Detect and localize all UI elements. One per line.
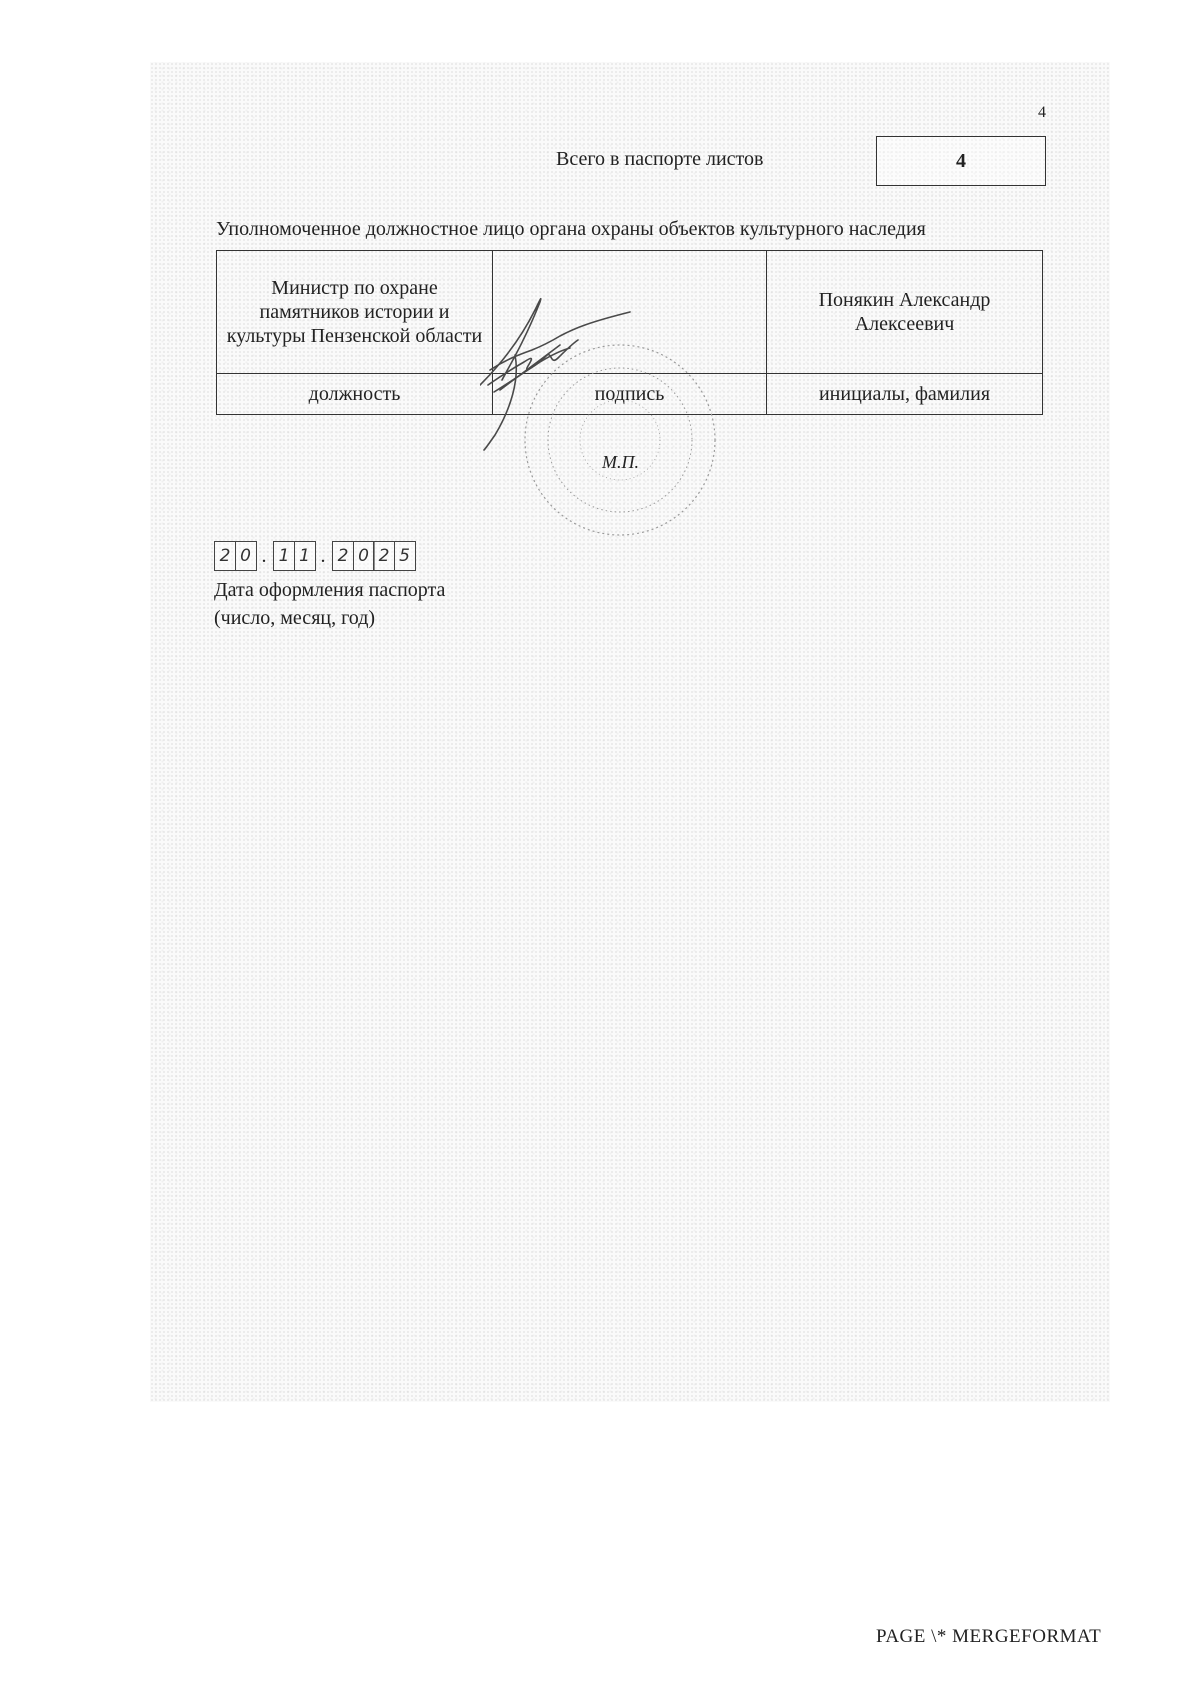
date-separator: .	[261, 545, 267, 567]
date-month-digit-2: 1	[294, 541, 316, 571]
date-year-digit-2: 0	[353, 541, 375, 571]
page-number: 4	[1038, 104, 1046, 121]
name-caption: инициалы, фамилия	[767, 374, 1043, 415]
date-year-digit-4: 5	[394, 541, 416, 571]
issue-date-caption-line2: (число, месяц, год)	[214, 607, 376, 629]
signature-caption: подпись	[493, 374, 767, 415]
date-separator: .	[320, 545, 326, 567]
total-sheets-label: Всего в паспорте листов	[556, 148, 764, 170]
signature-table-captions-row	[217, 374, 1043, 415]
signature-table	[216, 250, 1043, 415]
date-year-digit-1: 2	[332, 541, 354, 571]
official-name: Понякин Александр Алексеевич	[818, 289, 991, 335]
signature-cell	[493, 251, 767, 374]
position-caption: должность	[217, 374, 493, 415]
official-name-cell	[767, 251, 1043, 374]
official-position-cell	[217, 251, 493, 374]
date-month-digit-1: 1	[273, 541, 295, 571]
footer-page-field: PAGE \* MERGEFORMAT	[876, 1626, 1102, 1647]
date-day-digit-1: 2	[214, 541, 236, 571]
issue-date-caption-line1: Дата оформления паспорта	[214, 579, 446, 601]
issue-date-caption	[214, 576, 445, 632]
authorized-official-heading: Уполномоченное должностное лицо органа охраны объектов культурного наследия	[216, 218, 926, 240]
date-day-digit-2: 0	[235, 541, 257, 571]
official-position: Министр по охране памятников истории и культуры Пензенской области	[226, 277, 483, 347]
issue-date-boxes	[214, 541, 414, 571]
signature-table-values-row	[217, 251, 1043, 374]
total-sheets-box	[876, 136, 1046, 186]
stamp-label: М.П.	[602, 452, 639, 472]
date-year-digit-3: 2	[373, 541, 395, 571]
total-sheets-value: 4	[956, 149, 966, 172]
